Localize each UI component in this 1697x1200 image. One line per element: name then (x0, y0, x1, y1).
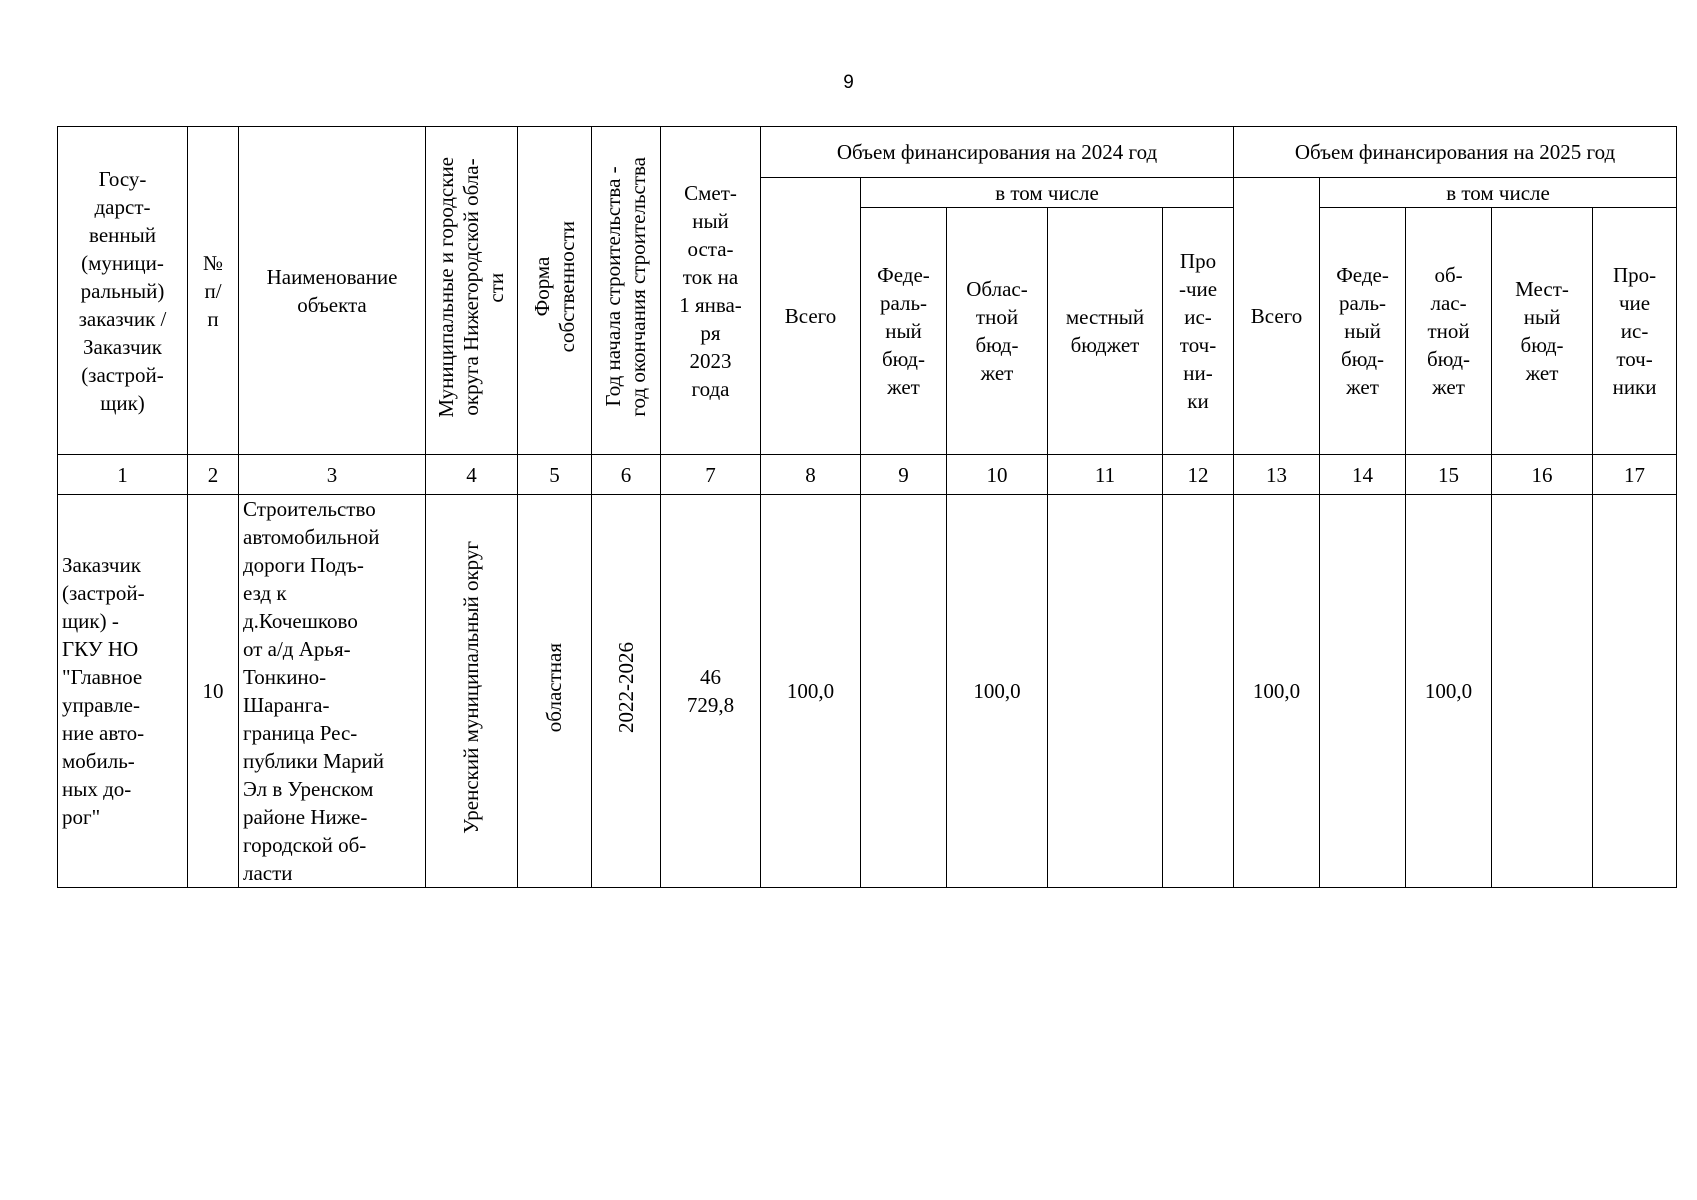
cell-federal-2025 (1320, 495, 1406, 888)
cell-estimate: 46 729,8 (661, 495, 761, 888)
header-number: № п/ п (188, 127, 239, 455)
financing-table (57, 126, 1677, 888)
cell-other-2025 (1593, 495, 1677, 888)
header-years-text: Год начала строительства - год окончания строительства (601, 157, 650, 417)
cell-years (592, 495, 661, 888)
column-number: 15 (1406, 455, 1492, 495)
cell-federal-2024 (861, 495, 947, 888)
cell-municipality-text: Уренский муниципальный округ (459, 541, 483, 834)
header-federal-2024: Феде- раль- ный бюд- жет (861, 208, 947, 455)
cell-ownership (518, 495, 592, 888)
header-including-2025: в том числе (1320, 178, 1677, 208)
column-number: 1 (58, 455, 188, 495)
header-other-2025: Про- чие ис- точ- ники (1593, 208, 1677, 455)
column-number: 13 (1234, 455, 1320, 495)
column-number: 10 (947, 455, 1048, 495)
header-object-name: Наименование объекта (239, 127, 426, 455)
cell-regional-2024: 100,0 (947, 495, 1048, 888)
header-local-2025: Мест- ный бюд- жет (1492, 208, 1593, 455)
header-local-2024: местный бюджет (1048, 208, 1163, 455)
column-number: 2 (188, 455, 239, 495)
header-including-2024: в том числе (861, 178, 1234, 208)
column-number: 9 (861, 455, 947, 495)
cell-ownership-text: областная (542, 642, 566, 733)
header-row-1 (58, 127, 1677, 178)
column-number: 8 (761, 455, 861, 495)
header-customer: Госу- дарст- венный (муници- pальный) заказчик / Заказчик (застрой- щик) (58, 127, 188, 455)
header-estimate: Смет- ный оста- ток на 1 янва- ря 2023 года (661, 127, 761, 455)
cell-customer: Заказчик (застрой- щик) - ГКУ НО "Главное управле- ние авто- мобиль- ных до- рог" (58, 495, 188, 888)
header-federal-2025: Феде- раль- ный бюд- жет (1320, 208, 1406, 455)
column-number-row (58, 455, 1677, 495)
header-regional-2024: Облас- тной бюд- жет (947, 208, 1048, 455)
cell-regional-2025: 100,0 (1406, 495, 1492, 888)
column-number: 6 (592, 455, 661, 495)
column-number: 16 (1492, 455, 1593, 495)
column-number: 4 (426, 455, 518, 495)
header-municipality (426, 127, 518, 455)
cell-other-2024 (1163, 495, 1234, 888)
cell-total-2025: 100,0 (1234, 495, 1320, 888)
cell-number: 10 (188, 495, 239, 888)
column-number: 14 (1320, 455, 1406, 495)
cell-local-2024 (1048, 495, 1163, 888)
header-financing-2025: Объем финансирования на 2025 год (1234, 127, 1677, 178)
column-number: 17 (1593, 455, 1677, 495)
cell-object-name: Строительство автомобильной дороги Подъ- езд к д.Кочешково от а/д Арья- Тонкино- Шаранга- граница Рес- публики Марий Эл в Уренском районе Ниже- городской об- ласти (239, 495, 426, 888)
header-municipality-text: Муниципальные и городские округа Нижегородской обла- сти (434, 156, 508, 418)
page-number: 9 (843, 72, 854, 93)
cell-municipality (426, 495, 518, 888)
cell-local-2025 (1492, 495, 1593, 888)
column-number: 5 (518, 455, 592, 495)
header-total-2024: Всего (761, 178, 861, 455)
table-row (58, 495, 1677, 888)
header-other-2024: Про -чие ис- точ- ни- ки (1163, 208, 1234, 455)
cell-total-2024: 100,0 (761, 495, 861, 888)
header-ownership-text: Форма собственности (529, 221, 579, 353)
header-total-2025: Всего (1234, 178, 1320, 455)
cell-years-text: 2022-2026 (613, 642, 638, 733)
column-number: 12 (1163, 455, 1234, 495)
header-financing-2024: Объем финансирования на 2024 год (761, 127, 1234, 178)
column-number: 7 (661, 455, 761, 495)
column-number: 11 (1048, 455, 1163, 495)
column-number: 3 (239, 455, 426, 495)
header-regional-2025: об- лас- тной бюд- жет (1406, 208, 1492, 455)
header-ownership (518, 127, 592, 455)
header-years (592, 127, 661, 455)
